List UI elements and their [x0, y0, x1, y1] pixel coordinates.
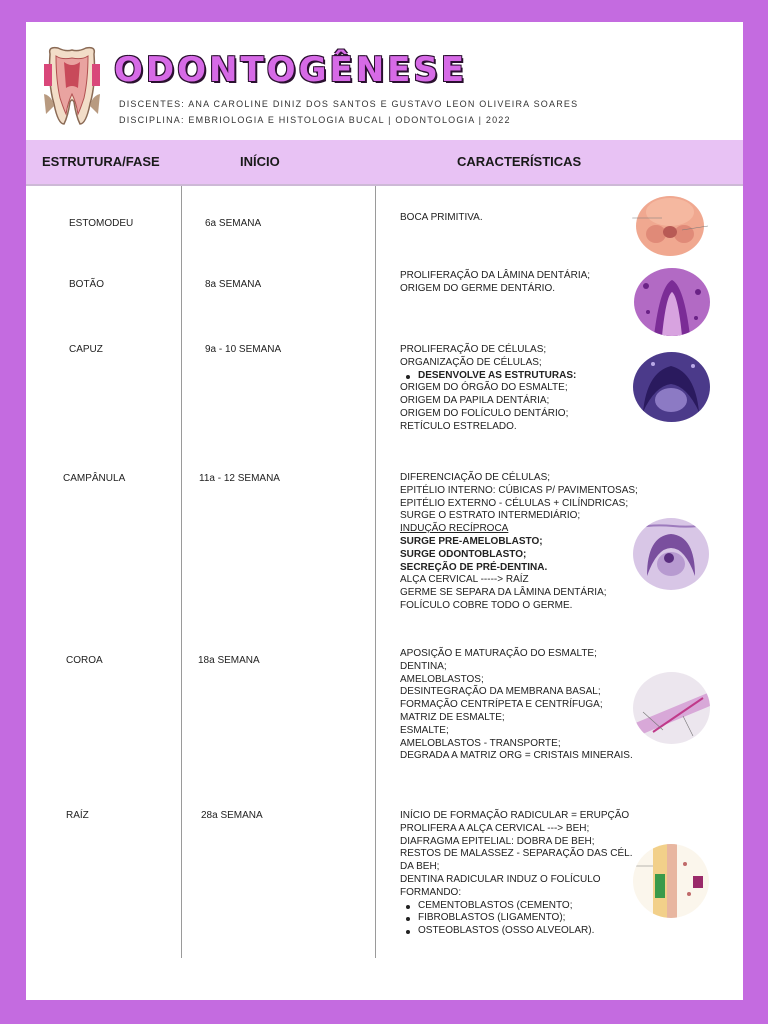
characteristic-line: AMELOBLASTOS;: [400, 673, 484, 685]
characteristic-line: EPITÉLIO INTERNO: CÚBICAS P/ PAVIMENTOSAS;: [400, 484, 638, 496]
stomodeum-embryo-image: [632, 190, 708, 260]
characteristic-line: PROLIFERAÇÃO DA LÂMINA DENTÁRIA;: [400, 270, 591, 281]
characteristic-line: FORMAÇÃO CENTRÍPETA E CENTRÍFUGA;: [400, 699, 603, 711]
row-caracteristicas: [400, 472, 638, 613]
row-estrutura: RAÍZ: [66, 810, 89, 821]
characteristic-line: ORGANIZAÇÃO DE CÉLULAS;: [400, 356, 542, 368]
characteristic-line: ALÇA CERVICAL -----> RAÍZ: [400, 574, 529, 586]
cap-stage-histology-image: [633, 352, 710, 422]
crown-stage-histology-image: [633, 672, 710, 744]
document-page: [26, 22, 743, 1000]
characteristic-line: FOLÍCULO COBRE TODO O GERME.: [400, 599, 573, 611]
column-header-inicio: INÍCIO: [240, 154, 280, 169]
characteristic-line: SURGE ODONTOBLASTO;: [400, 548, 527, 560]
characteristic-line: DIFERENCIAÇÃO DE CÉLULAS;: [400, 472, 551, 483]
characteristic-bullet: DESENVOLVE AS ESTRUTURAS:: [400, 370, 576, 383]
characteristic-line: ORIGEM DO GERME DENTÁRIO.: [400, 282, 556, 294]
characteristic-line: DIAFRAGMA EPITELIAL: DOBRA DE BEH;: [400, 835, 595, 847]
characteristic-bullet: OSTEOBLASTOS (OSSO ALVEOLAR).: [400, 925, 632, 938]
characteristic-line: DA BEH;: [400, 861, 440, 873]
row-inicio: 18a SEMANA: [198, 655, 260, 666]
row-caracteristicas: [400, 648, 633, 763]
column-header-estrutura: ESTRUTURA/FASE: [42, 154, 160, 169]
column-header-caracteristicas: CARACTERÍSTICAS: [457, 154, 582, 169]
characteristic-line: INDUÇÃO RECÍPROCA: [400, 523, 509, 535]
characteristic-line: PROLIFERAÇÃO DE CÉLULAS;: [400, 344, 547, 355]
characteristic-line: AMELOBLASTOS - TRANSPORTE;: [400, 737, 561, 749]
row-estrutura: BOTÃO: [69, 279, 105, 290]
row-estrutura: CAMPÂNULA: [63, 473, 126, 484]
row-inicio: 9a - 10 SEMANA: [205, 344, 282, 355]
table-header: [26, 140, 743, 186]
characteristic-line: SURGE O ESTRATO INTERMEDIÁRIO;: [400, 510, 581, 522]
characteristic-line: ORIGEM DO FOLÍCULO DENTÁRIO;: [400, 407, 569, 419]
characteristic-line: GERME SE SEPARA DA LÂMINA DENTÁRIA;: [400, 587, 607, 599]
row-caracteristicas: [400, 344, 576, 434]
tooth-illustration: [42, 44, 102, 128]
row-inicio: 28a SEMANA: [201, 810, 263, 821]
characteristic-line: APOSIÇÃO E MATURAÇÃO DO ESMALTE;: [400, 648, 597, 659]
row-inicio: 11a - 12 SEMANA: [199, 473, 280, 484]
characteristic-line: DENTINA;: [400, 660, 447, 672]
characteristic-bullet: CEMENTOBLASTOS (CEMENTO;: [400, 900, 632, 913]
characteristic-line: ORIGEM DA PAPILA DENTÁRIA;: [400, 395, 550, 407]
row-caracteristicas: [400, 212, 483, 225]
characteristic-line: EPITÉLIO EXTERNO - CÉLULAS + CILÍNDRICAS;: [400, 497, 629, 509]
row-inicio: 8a SEMANA: [205, 279, 262, 290]
bell-stage-histology-image: [633, 518, 709, 590]
row-estrutura: COROA: [66, 655, 103, 666]
characteristic-line: DEGRADA A MATRIZ ORG = CRISTAIS MINERAIS.: [400, 750, 633, 762]
column-divider: [375, 186, 376, 958]
characteristic-line: ORIGEM DO ÓRGÃO DO ESMALTE;: [400, 382, 568, 394]
row-caracteristicas: [400, 270, 590, 296]
row-caracteristicas: [400, 810, 632, 938]
characteristic-line: BOCA PRIMITIVA.: [400, 212, 483, 223]
characteristic-line: INÍCIO DE FORMAÇÃO RADICULAR = ERUPÇÃO: [400, 810, 630, 821]
characteristic-line: RESTOS DE MALASSEZ - SEPARAÇÃO DAS CÉL.: [400, 848, 633, 860]
characteristic-line: RETÍCULO ESTRELADO.: [400, 420, 517, 432]
characteristic-line: ESMALTE;: [400, 724, 449, 736]
page-title: ODONTOGÊNESE: [114, 50, 468, 90]
characteristic-line: FORMANDO:: [400, 886, 462, 898]
discentes-line: DISCENTES: ANA CAROLINE DINIZ DOS SANTOS E GUSTAVO LEON OLIVEIRA SOARES: [119, 99, 579, 109]
characteristic-line: DESINTEGRAÇÃO DA MEMBRANA BASAL;: [400, 686, 601, 698]
characteristic-line: SURGE PRE-AMELOBLASTO;: [400, 535, 543, 547]
bud-stage-histology-image: [634, 268, 710, 336]
characteristic-line: PROLIFERA A ALÇA CERVICAL ---> BEH;: [400, 822, 590, 834]
characteristic-line: MATRIZ DE ESMALTE;: [400, 711, 505, 723]
row-inicio: 6a SEMANA: [205, 218, 262, 229]
disciplina-line: DISCIPLINA: EMBRIOLOGIA E HISTOLOGIA BUCAL | ODONTOLOGIA | 2022: [119, 115, 511, 125]
characteristic-line: SECREÇÃO DE PRÉ-DENTINA.: [400, 561, 548, 573]
root-formation-diagram-image: [633, 844, 709, 918]
column-divider: [181, 186, 182, 958]
row-estrutura: CAPUZ: [69, 344, 103, 355]
row-estrutura: ESTOMODEU: [69, 218, 134, 229]
characteristic-bullet: FIBROBLASTOS (LIGAMENTO);: [400, 912, 632, 925]
characteristic-line: DENTINA RADICULAR INDUZ O FOLÍCULO: [400, 873, 601, 885]
